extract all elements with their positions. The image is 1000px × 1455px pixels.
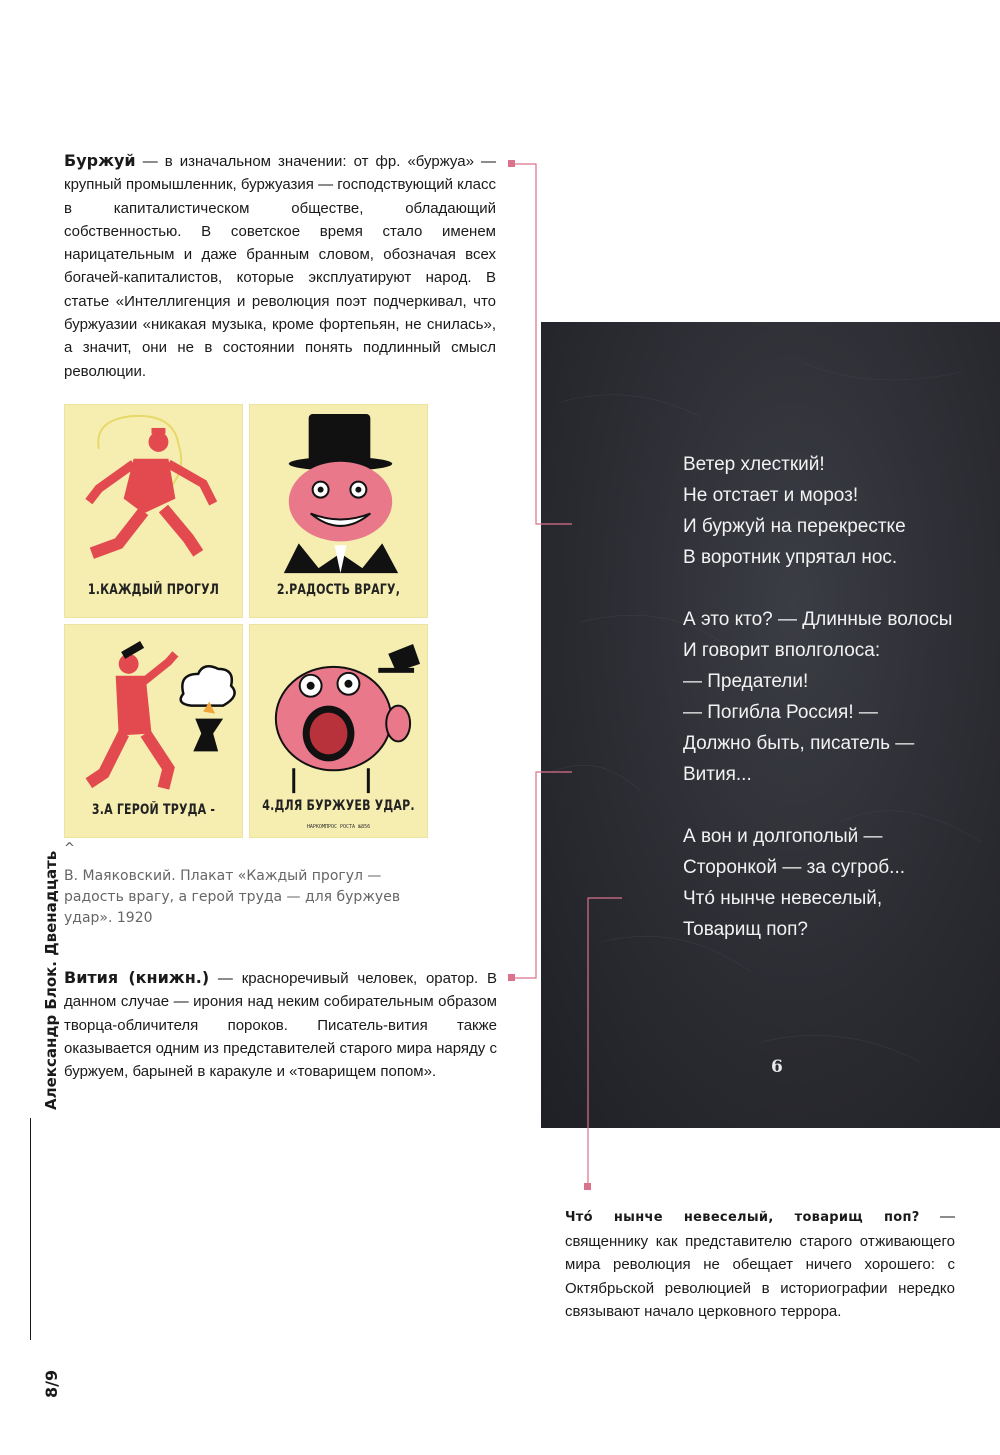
poem-line [683,573,952,604]
poem-line: А это кто? — Длинные волосы [683,609,953,630]
poem-page [541,322,1000,1128]
poem-line: — Погибла Россия! — [683,702,878,723]
note-text: — священнику как представителю старого отживающего мира революция не обещает ничего хорошего: с Октябрьской революцией в историографии нередко связывают начало церковного террора. [565,1208,955,1320]
poem-line [683,790,952,821]
poem-line: — Предатели! [683,671,809,692]
poem-line: Должно быть, писатель — [683,733,915,754]
note-term: Вития (книжн.) [64,968,210,987]
note-text: — красноречивый человек, оратор. В данном случае — ирония над неким собирательным образом творца-обличителя пороков. Писатель-вития также оказывается одним из представителей старого мира наряду с буржуем, барыней в каракуле и «товарищем попом». [64,970,497,1081]
running-title-rule [30,1118,31,1340]
poster-panel-caption: 3.А ГЕРОЙ ТРУДА - [91,801,216,818]
poster-caption: В. Маяковский. Плакат «Каждый прогул — радость врагу, а герой труда — для буржуев удар». 1920 [64,868,401,926]
page-number: 8/9 [42,1369,61,1398]
poem-line: Сторонкой — за сугроб... [683,857,906,878]
note-term: Буржуй [64,151,136,170]
poem-line: Не отстает и мороз! [683,485,859,506]
poem-lines [683,449,952,945]
poem-line: А вон и долгополый — [683,826,883,847]
poster-panel-subcaption: НАРКОМПРОС РОСТА №856 [306,824,371,830]
poster-panel-2 [249,404,428,618]
poem-line: И буржуй на перекрестке [683,516,906,537]
poem-line: В воротник упрятал нос. [683,547,898,568]
caption-caret: ^ [64,841,75,856]
poster-panel-3 [64,624,243,838]
poster-panel-caption: 2.РАДОСТЬ ВРАГУ, [276,581,401,598]
mayakovsky-poster [64,404,428,838]
note-text: — в изначальном значении: от фр. «буржуа» — крупный промышленник, буржуазия — господствующий класс в капиталистическом обществе, обладающий собственностью. В советское время стало именем нарицательным и даже бранным словом, обозначая всех богачей-капиталистов, которые эксплуатируют народ. В статье «Интеллигенция и революция поэт подчеркивал, что буржуазии «никакая музыка, кроме фортепьян, не снилась», а значит, они не в состоянии понять подлинный смысл революции. [64,153,496,380]
poster-panel-1 [64,404,243,618]
running-title: Александр Блок. Двенадцать [42,850,60,1110]
poem-line: Ветер хлесткий! [683,454,825,475]
connector-marker [584,1183,591,1190]
poster-panel-caption: 1.КАЖДЫЙ ПРОГУЛ [87,581,220,598]
connector-marker [508,974,515,981]
note-burzhuy [64,149,496,383]
poem-line: Чтó нынче невеселый, [683,888,883,909]
poem-line: Товарищ поп? [683,919,808,940]
note-term: Чтó нынче невеселый, товарищ поп? [565,1210,920,1225]
note-pop [565,1205,955,1324]
poster-panel-caption: 4.ДЛЯ БУРЖУЕВ УДАР. [262,797,415,814]
poem-page-number: 6 [771,1057,783,1077]
connector-marker [508,160,515,167]
poster-panel-4 [249,624,428,838]
poem-line: Вития... [683,764,752,785]
note-vitiya [64,966,497,1083]
poem-line: И говорит вполголоса: [683,640,881,661]
